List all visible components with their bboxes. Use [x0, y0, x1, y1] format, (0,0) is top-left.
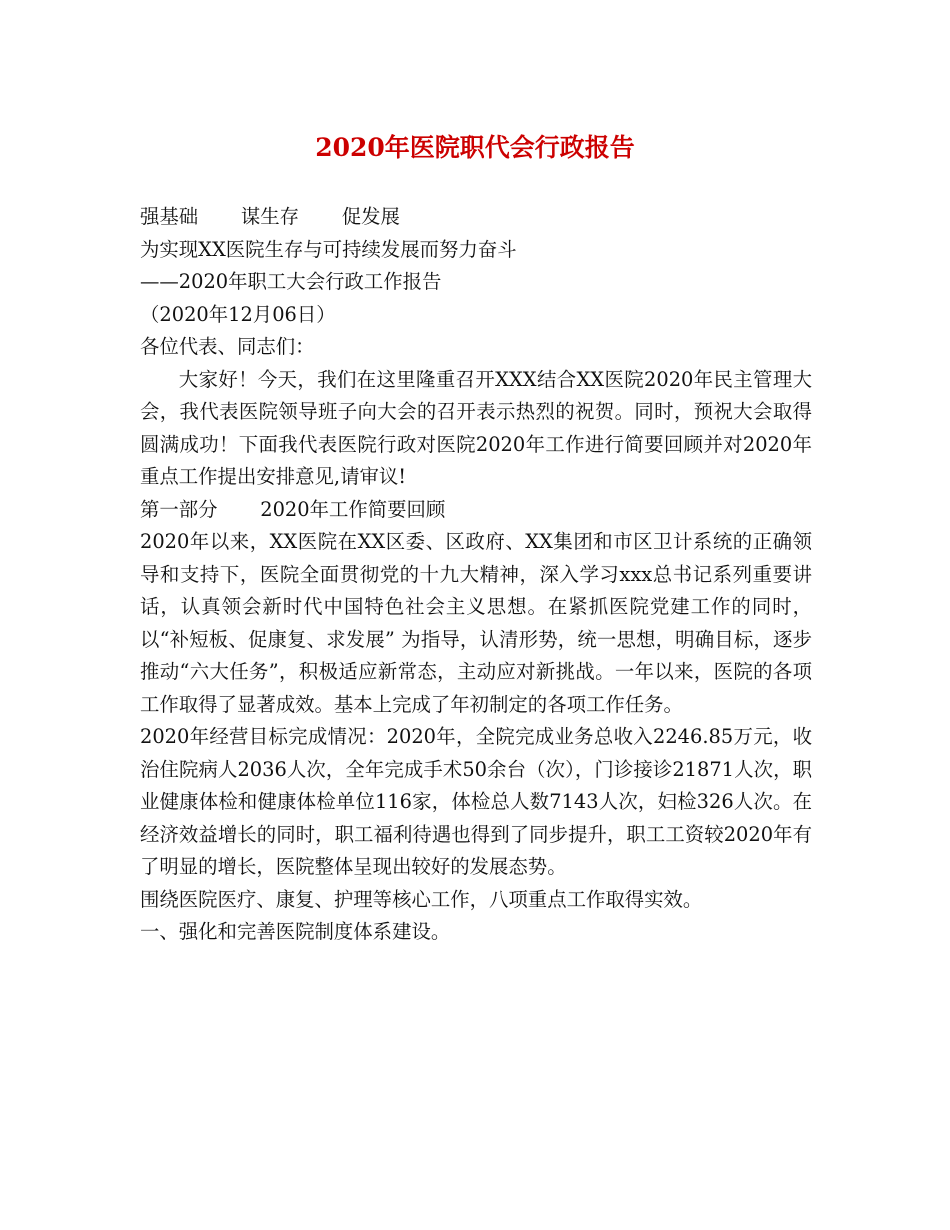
- slogan-part-2: 谋生存: [240, 205, 300, 228]
- intro-paragraph: 大家好！今天，我们在这里隆重召开XXX结合XX医院2020年民主管理大会，我代表医院领导班子向大会的召开表示热烈的祝贺。同时，预祝大会取得圆满成功！下面我代表医院行政对医院2020年工作进行简要回顾并对2020年重点工作提出安排意见,请审议!: [140, 367, 812, 488]
- report-date-line: （2020年12月06日）: [140, 302, 336, 326]
- business-paragraph: 2020年经营目标完成情况：2020年，全院完成业务总收入2246.85万元，收治住院病人2036人次，全年完成手术50余台（次），门诊接诊21871人次，职业健康体检和健康体检单位116家，体检总人数7143人次，妇检326人次。在经济效益增长的同时，职工福利待遇也得到了同步提升，职工工资较2020年有了明显的增长，医院整体呈现出较好的发展态势。: [140, 725, 812, 878]
- document-title: 2020年医院职代会行政报告: [315, 133, 635, 162]
- part-one-label: 第一部分: [140, 497, 218, 521]
- slogan-line: [140, 201, 812, 234]
- slogan-part-3: 促发展: [341, 205, 400, 228]
- document-body: [140, 201, 812, 949]
- report-name-line: ——2020年职工大会行政工作报告: [140, 270, 442, 293]
- section-one-heading: 一、强化和完善医院制度体系建设。: [140, 920, 451, 943]
- part-one-title: 2020年工作简要回顾: [260, 497, 446, 521]
- core-work-line: 围绕医院医疗、康复、护理等核心工作，八项重点工作取得实效。: [140, 887, 703, 911]
- subtitle-line: 为实现XX医院生存与可持续发展而努力奋斗: [140, 237, 517, 261]
- review-paragraph: 2020年以来，XX医院在XX区委、区政府、XX集团和市区卫计系统的正确领导和支持下，医院全面贯彻党的十九大精神，深入学习xxx总书记系列重要讲话，认真领会新时代中国特色社会主义思想。在紧抓医院党建工作的同时，以“补短板、促康复、求发展” 为指导，认清形势，统一思想，明确目标，逐步推动“六大任务”，积极适应新常态，主动应对新挑战。一年以来，医院的各项工作取得了显著成效。基本上完成了年初制定的各项工作任务。: [140, 530, 812, 716]
- salutation-line: 各位代表、同志们：: [140, 335, 315, 358]
- slogan-part-1: 强基础: [140, 205, 199, 228]
- part-one-heading: [140, 494, 812, 527]
